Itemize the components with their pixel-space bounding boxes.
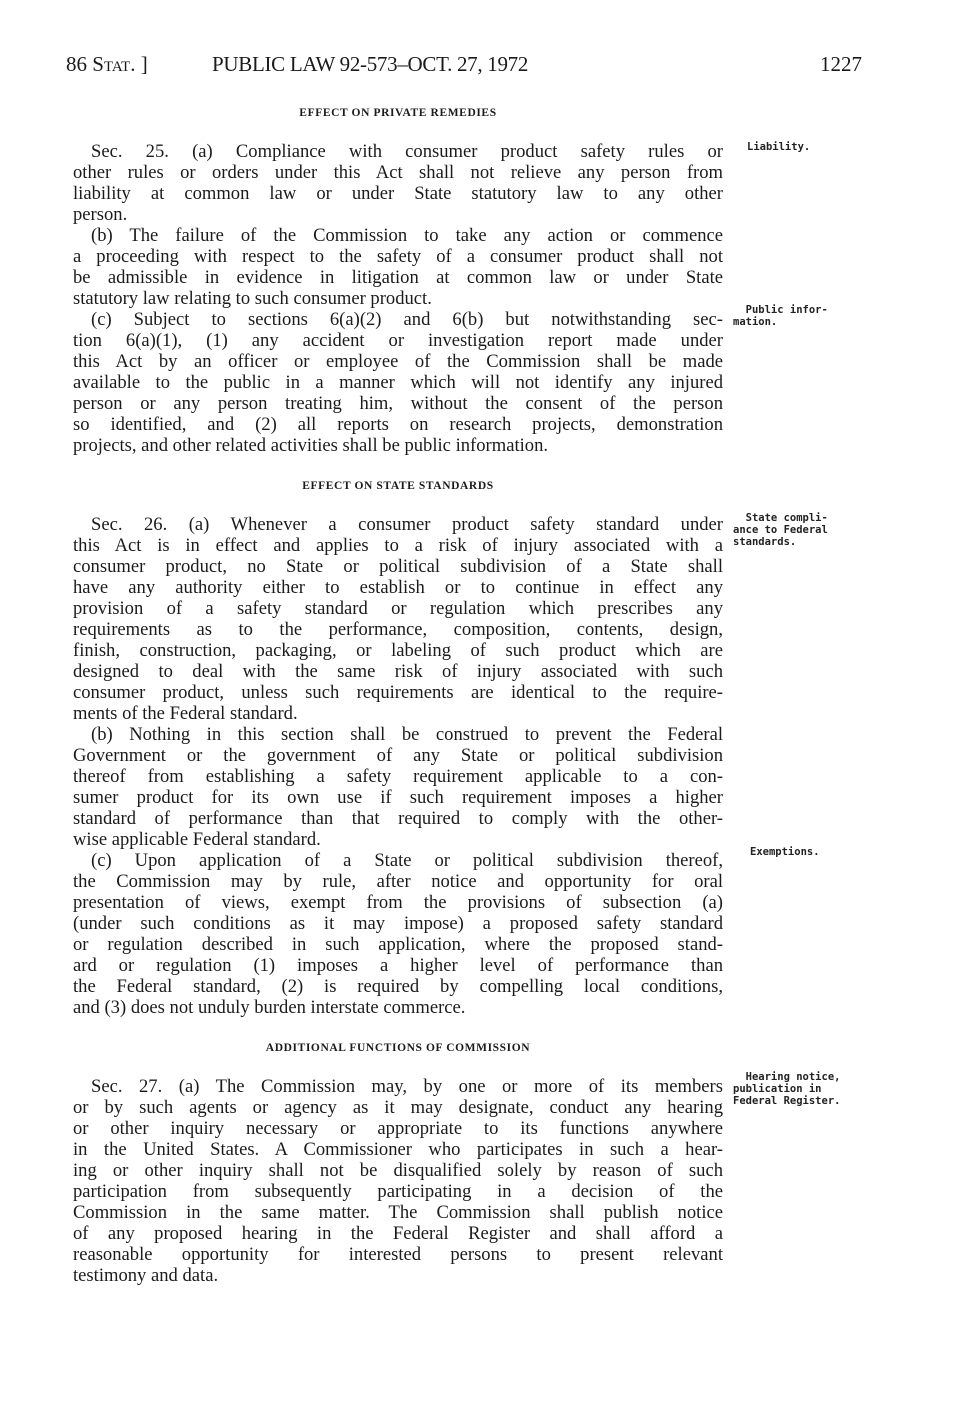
- section-25: [73, 105, 723, 456]
- text-line: (c) Upon application of a State or political subdivision thereof,: [91, 850, 723, 871]
- text-line: testimony and data.: [73, 1265, 219, 1286]
- text-line: have any authority either to establish or to continue in effect any: [73, 577, 723, 598]
- paragraph: [73, 514, 723, 724]
- text-line: requirements as to the performance, composition, contents, design,: [73, 619, 723, 640]
- text-line: ing or other inquiry shall not be disqualified solely by reason of such: [73, 1160, 723, 1181]
- paragraph: [73, 309, 723, 456]
- text-line: (b) Nothing in this section shall be construed to prevent the Federal: [91, 724, 723, 745]
- text-line: reasonable opportunity for interested persons to present relevant: [73, 1244, 723, 1265]
- text-line: consumer product, unless such requirements are identical to the require-: [73, 682, 723, 703]
- margin-note-exemptions: Exemptions.: [750, 846, 820, 858]
- text-line: standard of performance than that required to comply with the other-: [73, 808, 723, 829]
- section-26: [73, 478, 723, 1018]
- text-line: statutory law relating to such consumer product.: [73, 288, 432, 309]
- text-line: the Commission may by rule, after notice and opportunity for oral: [73, 871, 723, 892]
- text-line: designed to deal with the same risk of injury associated with such: [73, 661, 723, 682]
- text-line: this Act by an officer or employee of the Commission shall be made: [73, 351, 723, 372]
- paragraph: [73, 225, 723, 309]
- text-line: a proceeding with respect to the safety of a consumer product shall not: [73, 246, 723, 267]
- header-title: PUBLIC LAW 92-573–OCT. 27, 1972: [212, 52, 529, 76]
- text-line: finish, construction, packaging, or labeling of such product which are: [73, 640, 723, 661]
- section-heading: EFFECT ON STATE STANDARDS: [302, 480, 494, 492]
- text-line: be admissible in evidence in litigation at common law or under State: [73, 267, 723, 288]
- text-line: Sec. 25. (a) Compliance with consumer product safety rules or: [91, 141, 723, 162]
- text-line: other rules or orders under this Act shall not relieve any person from: [73, 162, 723, 183]
- paragraph: [73, 850, 723, 1018]
- text-line: liability at common law or under State statutory law to any other: [73, 183, 723, 204]
- text-line: or regulation described in such application, where the proposed stand-: [73, 934, 723, 955]
- text-line: sumer product for its own use if such requirement imposes a higher: [73, 787, 723, 808]
- text-line: tion 6(a)(1), (1) any accident or investigation report made under: [73, 330, 723, 351]
- text-line: the Federal standard, (2) is required by compelling local conditions,: [73, 976, 723, 997]
- text-line: person.: [73, 204, 128, 225]
- text-line: (b) The failure of the Commission to take any action or commence: [91, 225, 723, 246]
- margin-note-liability: Liability.: [747, 141, 811, 153]
- text-line: thereof from establishing a safety requirement applicable to a con-: [73, 766, 723, 787]
- text-line: presentation of views, exempt from the provisions of subsection (a): [73, 892, 723, 913]
- text-line: (under such conditions as it may impose) a proposed safety standard: [73, 913, 723, 934]
- text-line: Commission in the same matter. The Commission shall publish notice: [73, 1202, 723, 1223]
- section-27: [73, 1040, 723, 1286]
- text-line: person or any person treating him, without the consent of the person: [73, 393, 723, 414]
- paragraph: [73, 724, 723, 850]
- text-line: participation from subsequently participating in a decision of the: [73, 1181, 723, 1202]
- section-heading: ADDITIONAL FUNCTIONS OF COMMISSION: [265, 1042, 531, 1054]
- text-line: in the United States. A Commissioner who participates in such a hear-: [73, 1139, 723, 1160]
- margin-note-state-compliance: State compli- ance to Federal standards.: [733, 512, 828, 548]
- text-line: and (3) does not unduly burden interstate commerce.: [73, 997, 466, 1018]
- text-line: Government or the government of any State or political subdivision: [73, 745, 723, 766]
- text-line: so identified, and (2) all reports on research projects, demonstration: [73, 414, 723, 435]
- margin-note-hearing-notice: Hearing notice, publication in Federal Register.: [733, 1071, 841, 1107]
- paragraph: [73, 1076, 723, 1286]
- text-line: ments of the Federal standard.: [73, 703, 298, 724]
- text-line: provision of a safety standard or regulation which prescribes any: [73, 598, 723, 619]
- text-line: available to the public in a manner which will not identify any injured: [73, 372, 723, 393]
- page-number: 1227: [820, 52, 862, 76]
- text-line: Sec. 26. (a) Whenever a consumer product safety standard under: [91, 514, 723, 535]
- text-line: Sec. 27. (a) The Commission may, by one or more of its members: [91, 1076, 723, 1097]
- text-line: or other inquiry necessary or appropriate to its functions anywhere: [73, 1118, 723, 1139]
- text-line: this Act is in effect and applies to a risk of injury associated with a: [73, 535, 723, 556]
- text-line: ard or regulation (1) imposes a higher level of performance than: [73, 955, 723, 976]
- header-volume: 86 Stat. ]: [66, 52, 148, 76]
- paragraph: [73, 141, 723, 225]
- text-line: wise applicable Federal standard.: [73, 829, 321, 850]
- text-line: (c) Subject to sections 6(a)(2) and 6(b) but notwithstanding sec-: [91, 309, 723, 330]
- text-line: projects, and other related activities shall be public information.: [73, 435, 549, 456]
- text-line: of any proposed hearing in the Federal Register and shall afford a: [73, 1223, 723, 1244]
- text-line: consumer product, no State or political subdivision of a State shall: [73, 556, 723, 577]
- margin-note-public-information: Public infor- mation.: [733, 304, 828, 328]
- section-heading: EFFECT ON PRIVATE REMEDIES: [299, 107, 497, 119]
- text-line: or by such agents or agency as it may designate, conduct any hearing: [73, 1097, 723, 1118]
